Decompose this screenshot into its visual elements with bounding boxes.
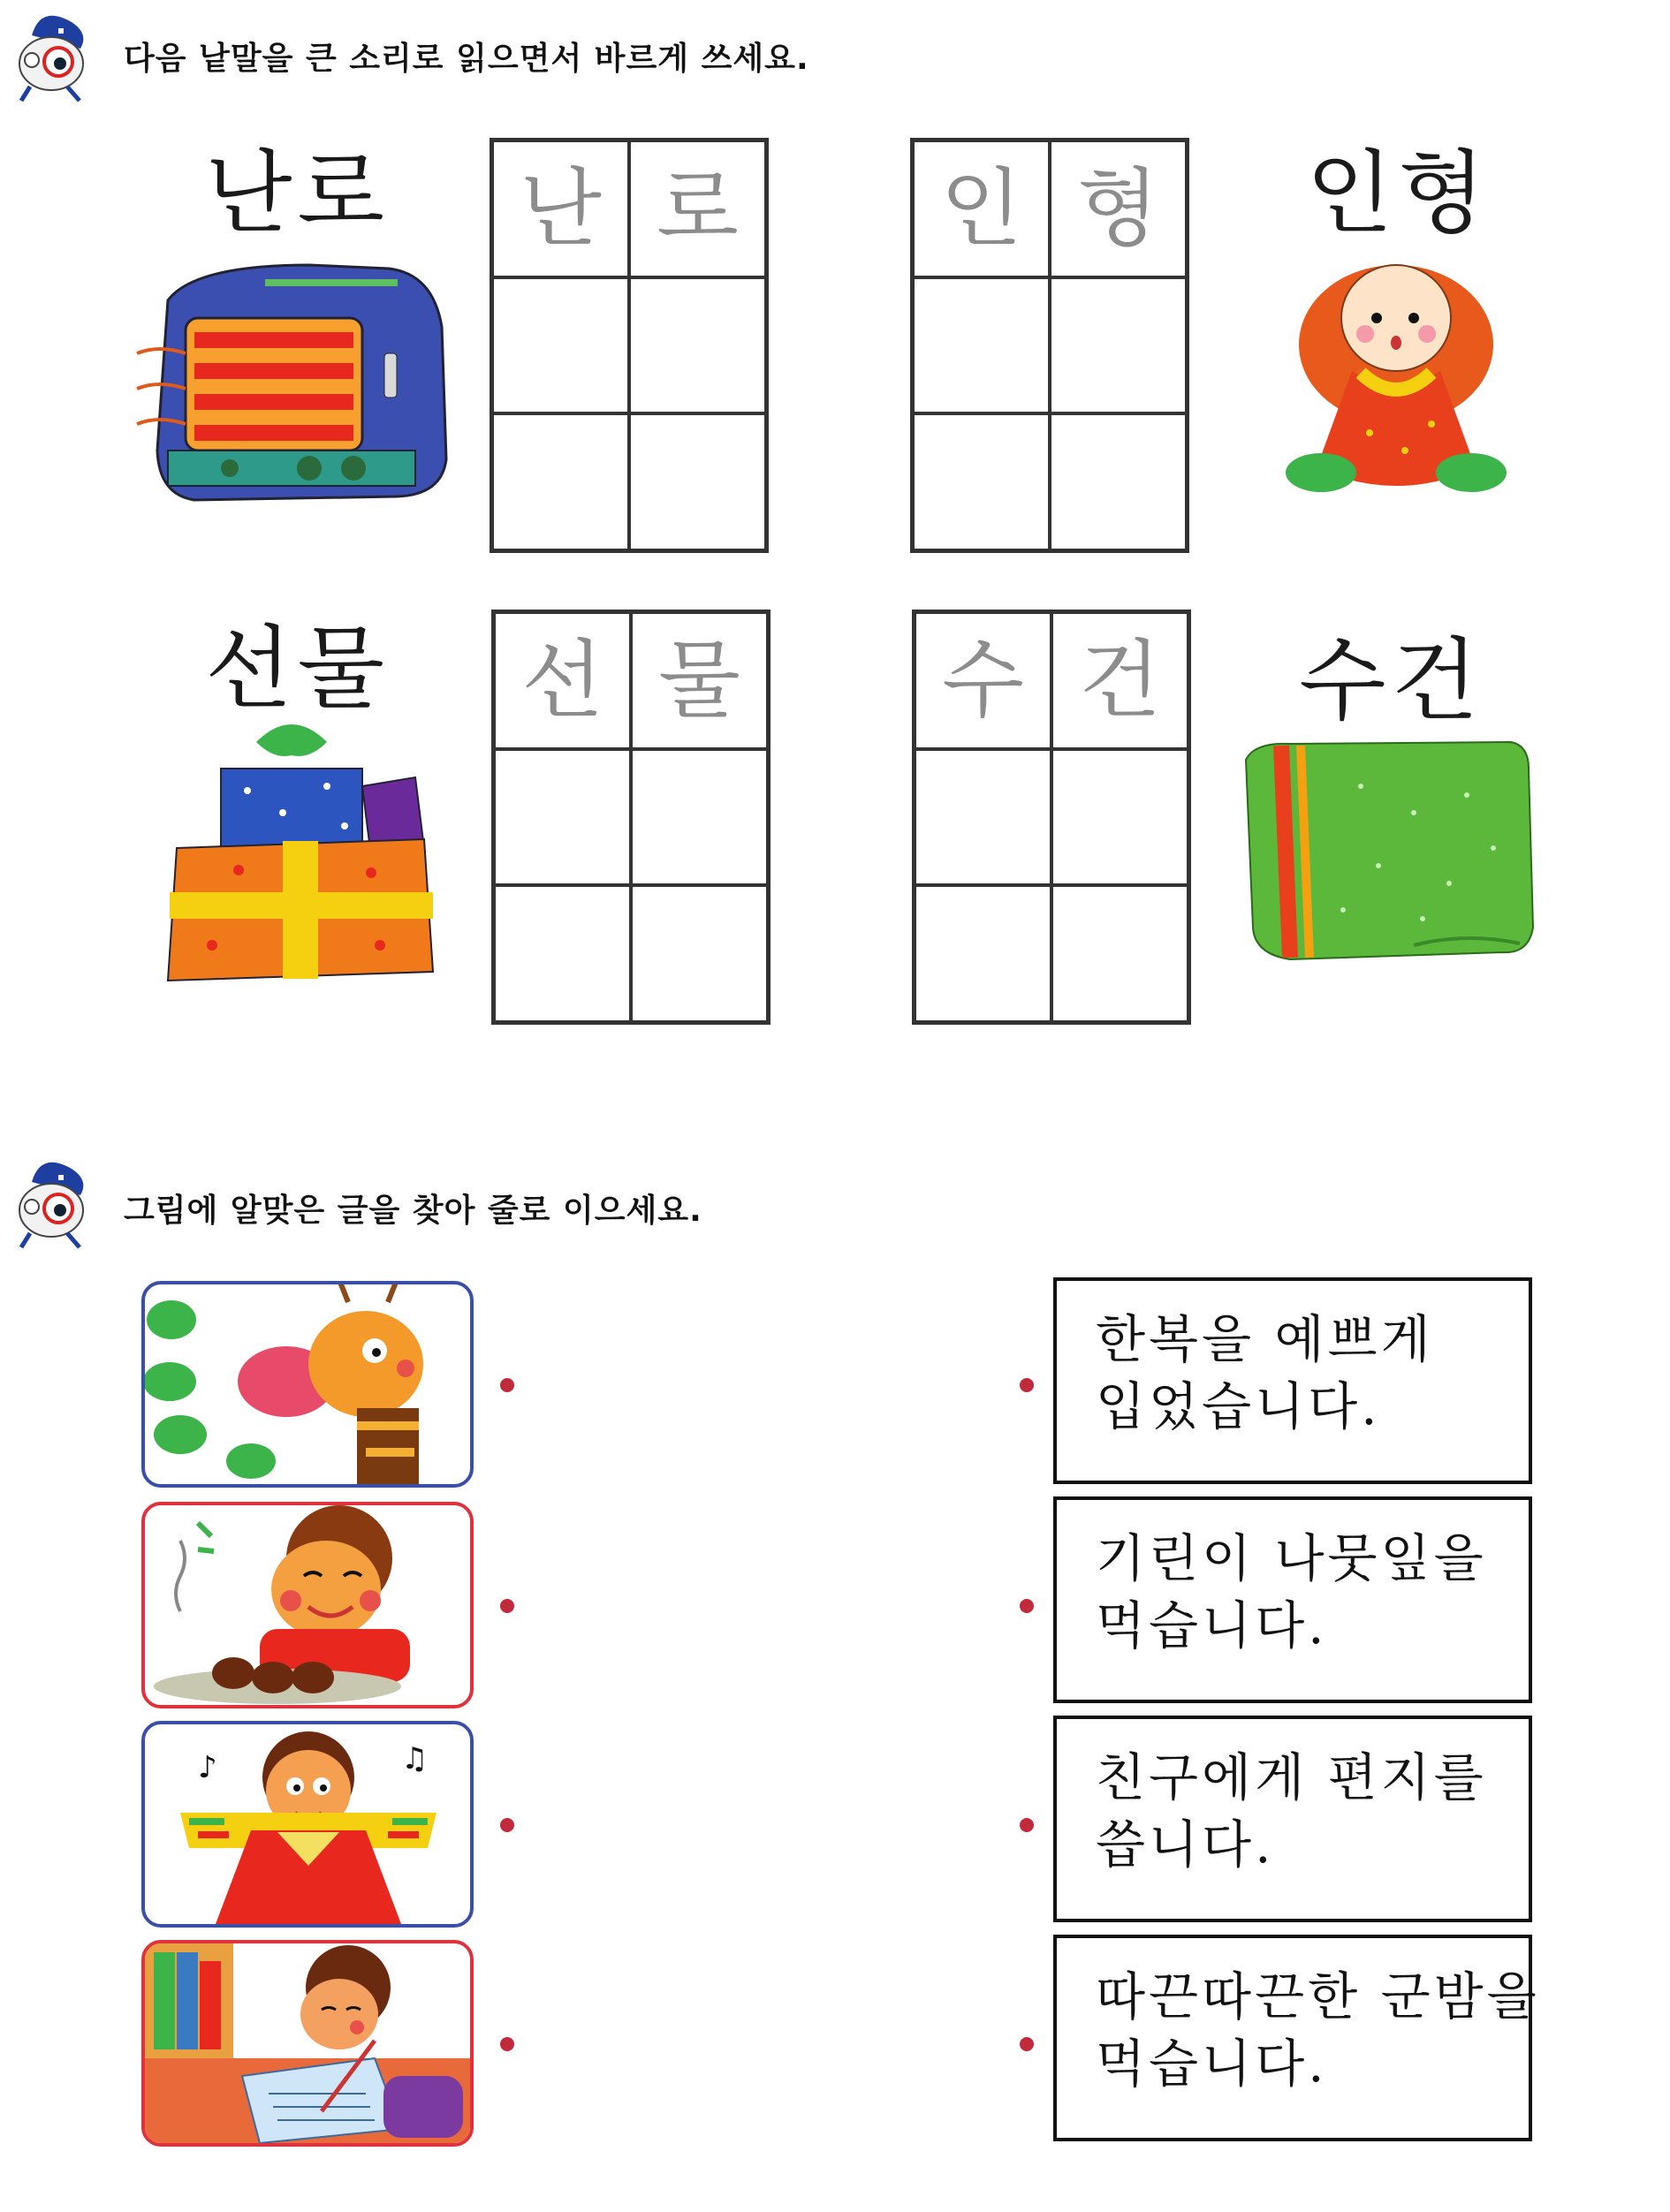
picture-card-3 — [141, 1721, 474, 1928]
connect-dot-left-2[interactable] — [500, 1599, 514, 1613]
trace-char: 인 — [940, 159, 1022, 259]
writing-cell[interactable] — [629, 277, 766, 414]
writing-cell[interactable] — [631, 885, 768, 1022]
sentence-box-3[interactable] — [1053, 1716, 1532, 1922]
word-label-1: 난로 — [205, 141, 391, 246]
towel-icon — [1237, 733, 1537, 963]
writing-cell[interactable] — [629, 413, 766, 550]
trace-cell[interactable] — [494, 612, 631, 749]
trace-char: 로 — [657, 159, 739, 259]
trace-char: 건 — [1079, 631, 1161, 731]
svg-text:♪: ♪ — [198, 1750, 217, 1785]
writing-cell[interactable] — [915, 749, 1051, 886]
writing-cell[interactable] — [1051, 885, 1188, 1022]
child-in-hanbok-icon — [145, 1724, 470, 1924]
connect-dot-right-1[interactable] — [1020, 1378, 1034, 1392]
picture-card-4 — [141, 1940, 474, 2147]
sentence-line-2: 먹습니다. — [1096, 1595, 1328, 1655]
trace-char: 난 — [520, 159, 602, 259]
sentence-line-2: 입었습니다. — [1096, 1376, 1381, 1436]
trace-cell[interactable] — [1050, 140, 1187, 277]
gift-icon — [159, 716, 451, 989]
writing-cell[interactable] — [915, 885, 1051, 1022]
connect-dot-left-3[interactable] — [500, 1818, 514, 1832]
sentence-line-2: 먹습니다. — [1096, 2034, 1328, 2094]
svg-text:♫: ♫ — [401, 1741, 429, 1776]
trace-char: 선 — [521, 631, 603, 731]
picture-card-2 — [141, 1502, 474, 1708]
trace-cell[interactable] — [492, 140, 629, 277]
writing-cell[interactable] — [494, 749, 631, 886]
child-writing-letter-icon — [145, 1943, 470, 2143]
instruction-2: 그림에 알맞은 글을 찾아 줄로 이으세요. — [124, 1193, 702, 1229]
trace-cell[interactable] — [629, 140, 766, 277]
trace-char: 수 — [942, 631, 1024, 731]
doll-icon — [1272, 239, 1520, 512]
writing-cell[interactable] — [494, 885, 631, 1022]
writing-grid-1[interactable] — [490, 138, 769, 553]
word-label-3: 선물 — [205, 617, 391, 722]
writing-grid-4[interactable] — [912, 610, 1191, 1025]
connect-dot-left-4[interactable] — [500, 2037, 514, 2051]
writing-cell[interactable] — [1050, 277, 1187, 414]
cartoon-mascot-icon — [5, 9, 102, 106]
trace-cell[interactable] — [915, 612, 1051, 749]
connect-dot-left-1[interactable] — [500, 1378, 514, 1392]
trace-cell[interactable] — [913, 140, 1050, 277]
writing-cell[interactable] — [492, 413, 629, 550]
trace-cell[interactable] — [631, 612, 768, 749]
writing-cell[interactable] — [913, 277, 1050, 414]
connect-dot-right-3[interactable] — [1020, 1818, 1034, 1832]
writing-cell[interactable] — [1050, 413, 1187, 550]
writing-grid-3[interactable] — [491, 610, 770, 1025]
child-eating-chestnuts-icon — [145, 1505, 470, 1705]
sentence-box-4[interactable] — [1053, 1935, 1540, 2141]
sentence-box-2[interactable] — [1053, 1496, 1532, 1703]
connect-dot-right-4[interactable] — [1020, 2037, 1034, 2051]
instruction-1: 다음 낱말을 큰 소리로 읽으면서 바르게 쓰세요. — [124, 41, 809, 77]
connect-dot-right-2[interactable] — [1020, 1599, 1034, 1613]
sentence-line-1: 한복을 예쁘게 — [1096, 1309, 1434, 1369]
writing-cell[interactable] — [492, 277, 629, 414]
picture-card-1 — [141, 1281, 474, 1488]
writing-cell[interactable] — [631, 749, 768, 886]
trace-char: 형 — [1077, 159, 1159, 259]
trace-char: 물 — [658, 631, 740, 731]
trace-cell[interactable] — [1051, 612, 1188, 749]
heater-icon — [133, 256, 459, 512]
sentence-line-2: 씁니다. — [1096, 1814, 1275, 1875]
writing-cell[interactable] — [913, 413, 1050, 550]
cartoon-mascot-icon — [5, 1155, 102, 1253]
giraffe-eating-leaves-icon — [145, 1284, 470, 1484]
sentence-box-1[interactable] — [1053, 1277, 1532, 1484]
word-label-2: 인형 — [1306, 141, 1492, 246]
writing-grid-2[interactable] — [910, 138, 1189, 553]
writing-cell[interactable] — [1051, 749, 1188, 886]
sentence-line-1: 친구에게 편지를 — [1096, 1747, 1487, 1807]
sentence-line-1: 따끈따끈한 군밤을 — [1096, 1966, 1540, 2026]
word-label-4: 수건 — [1299, 629, 1484, 734]
sentence-line-1: 기린이 나뭇잎을 — [1096, 1528, 1487, 1588]
